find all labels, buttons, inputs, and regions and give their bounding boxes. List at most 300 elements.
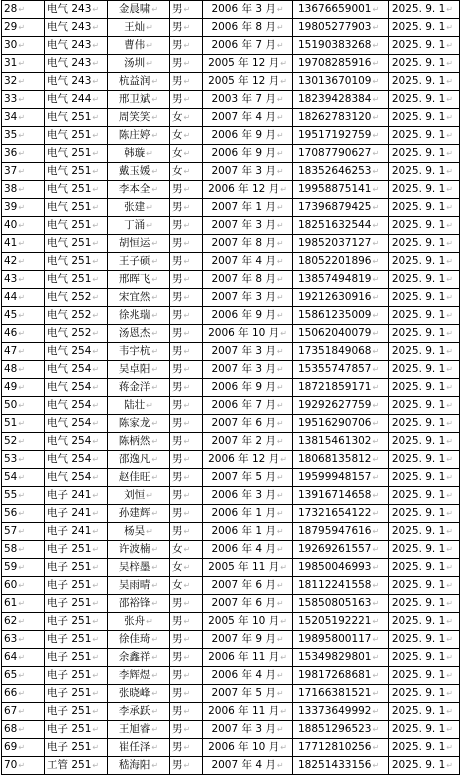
phone-cell-text: 19895800117 [298,633,372,645]
row-number-cell-text: 70 [4,759,18,771]
name-cell [108,343,170,361]
name-cell-text: 韩璇 [124,147,146,159]
cell-end-mark: ↵ [372,95,380,104]
phone-cell-text: 18112241558 [298,579,372,591]
row-number-cell [2,199,45,217]
cell-end-mark: ↵ [446,599,453,608]
phone-cell [293,739,389,757]
cell-end-mark: ↵ [446,563,453,572]
gender-cell [170,73,203,91]
enroll-date-cell-text: 2025. 9. 1 [391,345,446,357]
class-cell [45,541,108,559]
table-row [2,253,460,271]
gender-cell-text: 男 [172,741,183,753]
class-cell-text: 电子 251 [47,651,92,663]
cell-end-mark: ↵ [446,455,453,464]
class-cell [45,559,108,577]
phone-cell-text: 13676659001 [298,3,372,15]
enroll-date-cell-text: 2025. 9. 1 [391,327,446,339]
phone-cell-text: 18052201896 [298,255,372,267]
cell-end-mark: ↵ [276,203,284,212]
cell-end-mark: ↵ [151,599,159,608]
gender-cell-text: 男 [172,687,183,699]
cell-end-mark: ↵ [92,527,100,536]
phone-cell-text: 15349829801 [298,651,372,663]
gender-cell-text: 男 [172,201,183,213]
cell-end-mark: ↵ [92,707,100,716]
phone-cell-text: 17087790627 [298,147,372,159]
row-number-cell [2,523,45,541]
phone-cell [293,145,389,163]
cell-end-mark: ↵ [372,185,380,194]
phone-cell [293,19,389,37]
enroll-date-cell [389,37,460,55]
birth-month-cell-text: 2007 年 8 月 [211,237,276,249]
cell-end-mark: ↵ [276,95,284,104]
name-cell-text: 杭益润 [118,75,151,87]
name-cell [108,379,170,397]
cell-end-mark: ↵ [151,257,159,266]
gender-cell [170,181,203,199]
cell-end-mark: ↵ [276,41,284,50]
cell-end-mark: ↵ [92,23,100,32]
gender-cell-text: 男 [172,75,183,87]
birth-month-cell [203,127,293,145]
table-row [2,703,460,721]
phone-cell [293,433,389,451]
cell-end-mark: ↵ [276,239,284,248]
gender-cell-text: 男 [172,633,183,645]
row-number-cell-text: 32 [4,75,18,87]
cell-end-mark: ↵ [276,635,284,644]
table-row [2,613,460,631]
cell-end-mark: ↵ [276,581,284,590]
enroll-date-cell-text: 2025. 9. 1 [391,237,446,249]
cell-end-mark: ↵ [18,257,26,266]
cell-end-mark: ↵ [92,95,100,104]
enroll-date-cell-text: 2025. 9. 1 [391,219,446,231]
class-cell [45,109,108,127]
enroll-date-cell-text: 2025. 9. 1 [391,669,446,681]
gender-cell-text: 男 [172,597,183,609]
cell-end-mark: ↵ [92,509,100,518]
cell-end-mark: ↵ [92,329,100,338]
enroll-date-cell-text: 2025. 9. 1 [391,291,446,303]
class-cell [45,469,108,487]
birth-month-cell-text: 2007 年 8 月 [211,273,276,285]
row-number-cell-text: 49 [4,381,18,393]
class-cell [45,379,108,397]
cell-end-mark: ↵ [446,761,453,770]
birth-month-cell [203,541,293,559]
name-cell [108,451,170,469]
row-number-cell [2,217,45,235]
birth-month-cell [203,505,293,523]
row-number-cell [2,91,45,109]
class-cell [45,523,108,541]
row-number-cell-text: 67 [4,705,18,717]
phone-cell [293,235,389,253]
class-cell [45,37,108,55]
class-cell [45,595,108,613]
name-cell-text: 邢卫斌 [118,93,151,105]
phone-cell-text: 17321654122 [298,507,372,519]
class-cell-text: 电子 251 [47,741,92,753]
cell-end-mark: ↵ [446,365,453,374]
cell-end-mark: ↵ [18,77,26,86]
enroll-date-cell-text: 2025. 9. 1 [391,579,446,591]
cell-end-mark: ↵ [276,365,284,374]
cell-end-mark: ↵ [92,599,100,608]
enroll-date-cell [389,109,460,127]
birth-month-cell-text: 2005 年 11 月 [208,561,280,573]
birth-month-cell-text: 2006 年 8 月 [211,21,276,33]
name-cell [108,271,170,289]
cell-end-mark: ↵ [18,617,26,626]
gender-cell-text: 男 [172,183,183,195]
name-cell-text: 王灿 [124,21,146,33]
cell-end-mark: ↵ [18,203,26,212]
cell-end-mark: ↵ [18,653,26,662]
table-row [2,541,460,559]
phone-cell [293,127,389,145]
name-cell [108,217,170,235]
cell-end-mark: ↵ [18,509,26,518]
enroll-date-cell [389,181,460,199]
cell-end-mark: ↵ [183,185,191,194]
cell-end-mark: ↵ [276,275,284,284]
birth-month-cell [203,703,293,721]
phone-cell [293,1,389,19]
enroll-date-cell-text: 2025. 9. 1 [391,705,446,717]
cell-end-mark: ↵ [151,95,159,104]
cell-end-mark: ↵ [18,167,26,176]
name-cell-text: 邵裕锋 [118,597,151,609]
phone-cell [293,271,389,289]
cell-end-mark: ↵ [372,689,380,698]
cell-end-mark: ↵ [18,347,26,356]
cell-end-mark: ↵ [151,419,159,428]
phone-cell [293,505,389,523]
cell-end-mark: ↵ [446,203,453,212]
enroll-date-cell [389,577,460,595]
enroll-date-cell [389,361,460,379]
enroll-date-cell [389,379,460,397]
gender-cell-text: 男 [172,273,183,285]
enroll-date-cell [389,289,460,307]
row-number-cell [2,37,45,55]
gender-cell-text: 男 [172,39,183,51]
table-row [2,1,460,19]
phone-cell-text: 17712810256 [298,741,372,753]
name-cell-text: 蒋金洋 [118,381,151,393]
table-row [2,145,460,163]
gender-cell [170,1,203,19]
class-cell-text: 电子 251 [47,723,92,735]
enroll-date-cell [389,433,460,451]
name-cell-text: 丁涌 [124,219,146,231]
cell-end-mark: ↵ [372,257,380,266]
cell-end-mark: ↵ [183,707,191,716]
cell-end-mark: ↵ [92,203,100,212]
phone-cell-text: 19850046993 [298,561,372,573]
row-number-cell-text: 52 [4,435,18,447]
cell-end-mark: ↵ [146,23,153,32]
phone-cell [293,757,389,775]
name-cell [108,181,170,199]
cell-end-mark: ↵ [151,653,159,662]
name-cell-text: 邵逸凡 [118,453,151,465]
cell-end-mark: ↵ [151,725,159,734]
phone-cell-text: 18721859171 [298,381,372,393]
cell-end-mark: ↵ [151,329,159,338]
cell-end-mark: ↵ [276,221,284,230]
cell-end-mark: ↵ [446,293,453,302]
cell-end-mark: ↵ [18,311,26,320]
phone-cell [293,559,389,577]
row-number-cell-text: 61 [4,597,18,609]
birth-month-cell-text: 2007 年 1 月 [211,201,276,213]
cell-end-mark: ↵ [92,131,100,140]
name-cell-text: 崔任泽 [118,741,151,753]
gender-cell [170,685,203,703]
cell-end-mark: ↵ [446,509,453,518]
cell-end-mark: ↵ [18,599,26,608]
gender-cell [170,145,203,163]
cell-end-mark: ↵ [276,401,284,410]
row-number-cell [2,325,45,343]
enroll-date-cell-text: 2025. 9. 1 [391,651,446,663]
phone-cell [293,289,389,307]
cell-end-mark: ↵ [18,635,26,644]
table-row [2,757,460,775]
name-cell [108,55,170,73]
class-cell-text: 电气 243 [47,21,92,33]
row-number-cell-text: 44 [4,291,18,303]
cell-end-mark: ↵ [372,761,380,770]
gender-cell [170,289,203,307]
cell-end-mark: ↵ [92,311,100,320]
cell-end-mark: ↵ [92,347,100,356]
row-number-cell [2,631,45,649]
cell-end-mark: ↵ [92,167,100,176]
row-number-cell-text: 38 [4,183,18,195]
cell-end-mark: ↵ [446,401,453,410]
gender-cell [170,55,203,73]
gender-cell [170,739,203,757]
cell-end-mark: ↵ [372,455,380,464]
cell-end-mark: ↵ [92,581,100,590]
cell-end-mark: ↵ [276,689,284,698]
class-cell [45,289,108,307]
row-number-cell [2,685,45,703]
phone-cell-text: 19212630916 [298,291,372,303]
enroll-date-cell-text: 2025. 9. 1 [391,489,446,501]
birth-month-cell-text: 2006 年 3 月 [211,489,276,501]
cell-end-mark: ↵ [18,545,26,554]
class-cell-text: 电子 241 [47,489,92,501]
row-number-cell [2,145,45,163]
birth-month-cell-text: 2006 年 9 月 [211,147,276,159]
table-row [2,433,460,451]
gender-cell-text: 女 [172,111,183,123]
birth-month-cell [203,307,293,325]
cell-end-mark: ↵ [183,653,191,662]
cell-end-mark: ↵ [92,455,100,464]
row-number-cell [2,487,45,505]
table-row [2,577,460,595]
enroll-date-cell [389,631,460,649]
phone-cell [293,541,389,559]
gender-cell [170,109,203,127]
row-number-cell [2,577,45,595]
cell-end-mark: ↵ [18,5,26,14]
gender-cell-text: 男 [172,507,183,519]
enroll-date-cell [389,469,460,487]
name-cell [108,109,170,127]
name-cell [108,631,170,649]
name-cell [108,199,170,217]
row-number-cell [2,235,45,253]
enroll-date-cell [389,595,460,613]
table-row [2,487,460,505]
birth-month-cell-text: 2007 年 6 月 [211,597,276,609]
cell-end-mark: ↵ [151,563,159,572]
cell-end-mark: ↵ [446,545,453,554]
cell-end-mark: ↵ [92,563,100,572]
cell-end-mark: ↵ [372,113,380,122]
row-number-cell-text: 31 [4,57,18,69]
cell-end-mark: ↵ [280,653,287,662]
gender-cell-text: 男 [172,219,183,231]
birth-month-cell-text: 2006 年 11 月 [208,705,280,717]
cell-end-mark: ↵ [18,365,26,374]
birth-month-cell [203,361,293,379]
row-number-cell-text: 69 [4,741,18,753]
name-cell [108,667,170,685]
enroll-date-cell-text: 2025. 9. 1 [391,399,446,411]
phone-cell-text: 15062040079 [298,327,372,339]
name-cell-text: 徐佳琦 [118,633,151,645]
row-number-cell [2,757,45,775]
gender-cell-text: 男 [172,399,183,411]
cell-end-mark: ↵ [372,311,380,320]
cell-end-mark: ↵ [446,221,453,230]
cell-end-mark: ↵ [372,635,380,644]
cell-end-mark: ↵ [372,743,380,752]
class-cell [45,55,108,73]
enroll-date-cell [389,55,460,73]
table-row [2,325,460,343]
phone-cell-text: 18239428384 [298,93,372,105]
cell-end-mark: ↵ [146,491,153,500]
cell-end-mark: ↵ [183,473,191,482]
phone-cell-text: 17396879425 [298,201,372,213]
gender-cell-text: 男 [172,309,183,321]
name-cell [108,505,170,523]
cell-end-mark: ↵ [146,401,153,410]
name-cell [108,253,170,271]
birth-month-cell [203,19,293,37]
cell-end-mark: ↵ [183,5,191,14]
cell-end-mark: ↵ [446,671,453,680]
phone-cell [293,55,389,73]
cell-end-mark: ↵ [372,437,380,446]
cell-end-mark: ↵ [151,383,159,392]
cell-end-mark: ↵ [151,743,159,752]
enroll-date-cell-text: 2025. 9. 1 [391,3,446,15]
row-number-cell-text: 59 [4,561,18,573]
birth-month-cell-text: 2006 年 1 月 [211,507,276,519]
birth-month-cell-text: 2007 年 6 月 [211,417,276,429]
cell-end-mark: ↵ [372,365,380,374]
birth-month-cell-text: 2006 年 3 月 [211,3,276,15]
cell-end-mark: ↵ [183,221,191,230]
cell-end-mark: ↵ [18,437,26,446]
class-cell [45,613,108,631]
cell-end-mark: ↵ [92,275,100,284]
gender-cell-text: 男 [172,345,183,357]
birth-month-cell [203,181,293,199]
cell-end-mark: ↵ [92,257,100,266]
cell-end-mark: ↵ [446,59,453,68]
cell-end-mark: ↵ [276,383,284,392]
class-cell [45,397,108,415]
gender-cell-text: 男 [172,255,183,267]
birth-month-cell [203,487,293,505]
class-cell [45,253,108,271]
row-number-cell [2,397,45,415]
birth-month-cell-text: 2007 年 4 月 [211,255,276,267]
gender-cell-text: 男 [172,615,183,627]
cell-end-mark: ↵ [372,473,380,482]
phone-cell [293,487,389,505]
phone-cell [293,523,389,541]
gender-cell [170,613,203,631]
cell-end-mark: ↵ [151,293,159,302]
cell-end-mark: ↵ [183,725,191,734]
name-cell [108,685,170,703]
cell-end-mark: ↵ [372,383,380,392]
birth-month-cell-text: 2006 年 1 月 [211,525,276,537]
phone-cell [293,37,389,55]
row-number-cell-text: 34 [4,111,18,123]
cell-end-mark: ↵ [372,707,380,716]
cell-end-mark: ↵ [446,347,453,356]
row-number-cell-text: 45 [4,309,18,321]
enroll-date-cell-text: 2025. 9. 1 [391,381,446,393]
birth-month-cell-text: 2006 年 10 月 [208,741,280,753]
phone-cell [293,379,389,397]
class-cell-text: 电气 251 [47,129,92,141]
cell-end-mark: ↵ [183,41,191,50]
cell-end-mark: ↵ [18,761,26,770]
class-cell [45,19,108,37]
cell-end-mark: ↵ [276,473,284,482]
gender-cell-text: 男 [172,3,183,15]
cell-end-mark: ↵ [18,563,26,572]
phone-cell [293,397,389,415]
table-row [2,649,460,667]
phone-cell [293,91,389,109]
name-cell-text: 吴卓阳 [118,363,151,375]
cell-end-mark: ↵ [151,635,159,644]
name-cell [108,307,170,325]
birth-month-cell [203,739,293,757]
phone-cell-text: 18251433156 [298,759,372,771]
cell-end-mark: ↵ [92,473,100,482]
cell-end-mark: ↵ [183,203,191,212]
